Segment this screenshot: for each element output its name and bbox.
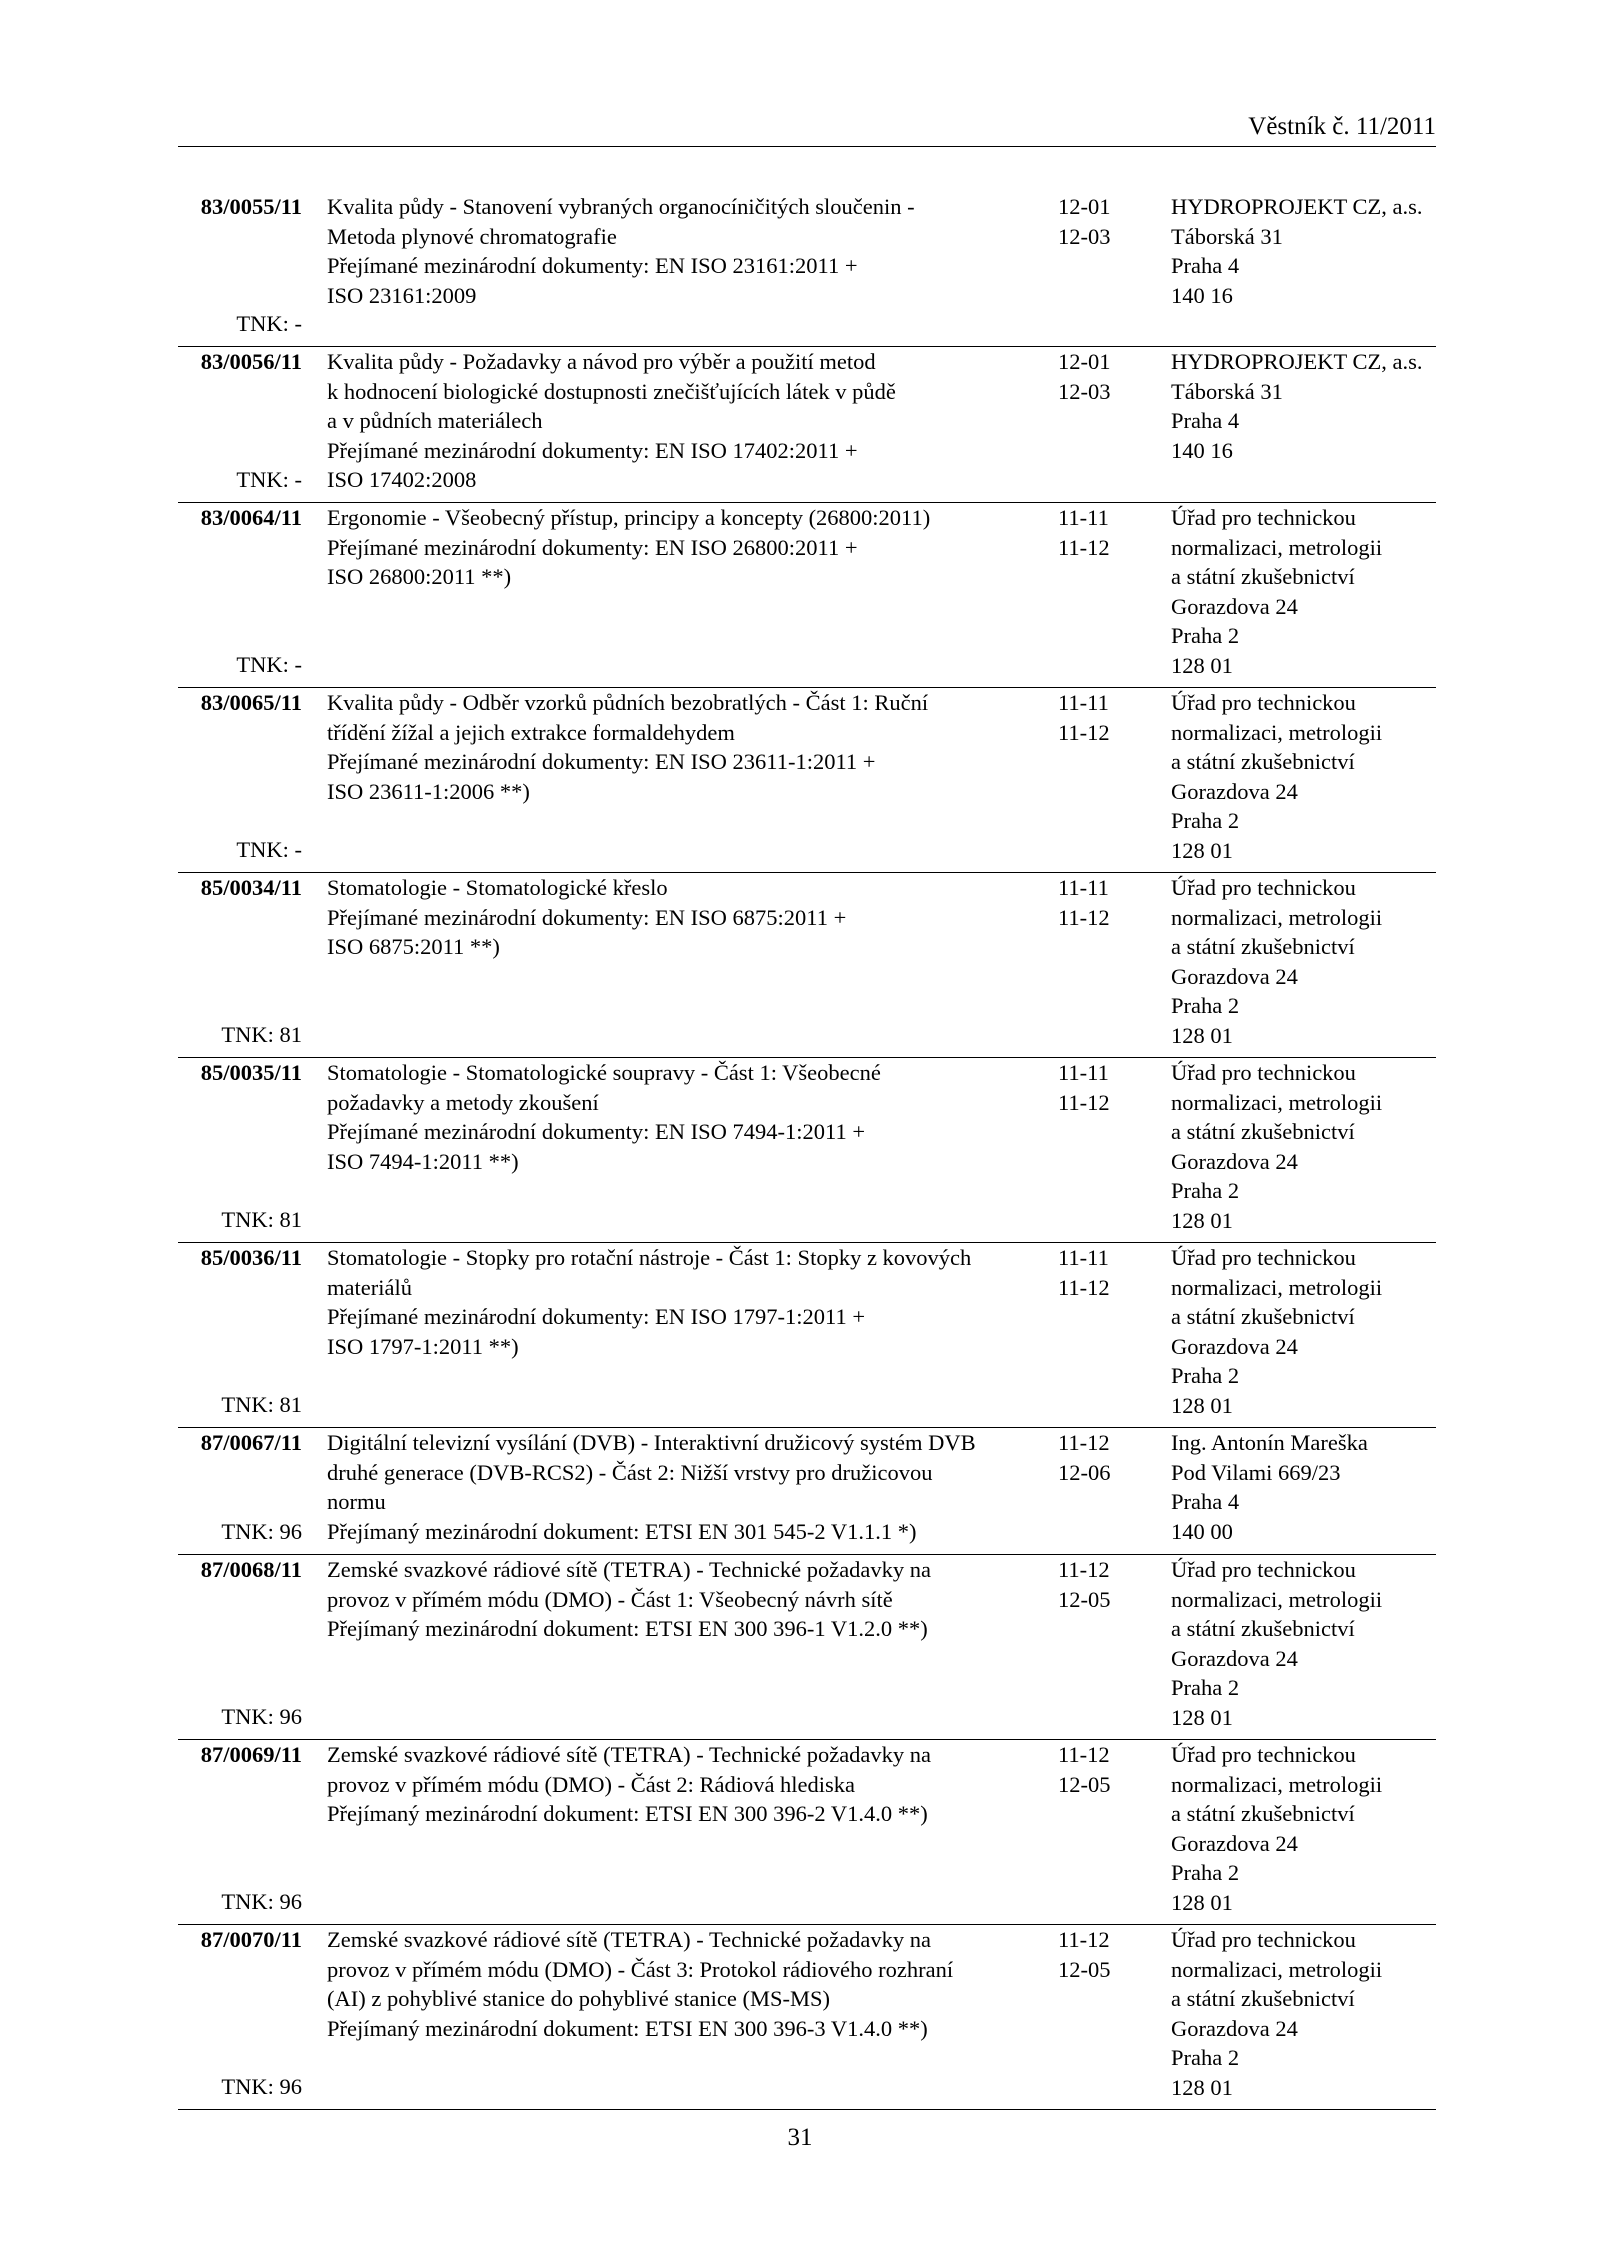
title-line: provoz v přímém módu (DMO) - Část 2: Rádiová hlediska xyxy=(327,1771,856,1797)
table-row xyxy=(178,347,1436,503)
address-line: normalizaci, metrologii xyxy=(1171,1956,1383,1982)
dates-cell xyxy=(1058,192,1168,251)
registration-cell xyxy=(178,1428,302,1554)
address-line: Táborská 31 xyxy=(1171,223,1283,249)
title-line: Kvalita půdy - Stanovení vybraných organocíničitých sloučenin - xyxy=(327,194,915,219)
date-value: 11-12 xyxy=(1058,1742,1110,1767)
table-row xyxy=(178,688,1436,873)
address-cell xyxy=(1171,688,1436,865)
address-line: Praha 2 xyxy=(1171,1178,1240,1203)
table-row xyxy=(178,1058,1436,1243)
title-cell xyxy=(327,1555,932,1644)
title-line: ISO 6875:2011 **) xyxy=(327,934,500,959)
address-line: Praha 2 xyxy=(1171,1860,1240,1885)
date-value: 11-12 xyxy=(1058,719,1110,745)
title-line: Zemské svazkové rádiové sítě (TETRA) - Technické požadavky na xyxy=(327,1742,932,1767)
address-line: Praha 2 xyxy=(1171,808,1240,833)
registration-cell xyxy=(178,1925,302,2109)
address-line: normalizaci, metrologii xyxy=(1171,719,1383,745)
address-line: a státní zkušebnictví xyxy=(1171,934,1355,959)
title-line: ISO 1797-1:2011 **) xyxy=(327,1333,519,1359)
address-line: Gorazdova 24 xyxy=(1171,1148,1298,1174)
address-line: 140 16 xyxy=(1171,282,1233,308)
dates-cell xyxy=(1058,347,1168,406)
address-line: Úřad pro technickou xyxy=(1171,505,1356,530)
title-line: Přejímané mezinárodní dokumenty: EN ISO 6875:2011 + xyxy=(327,904,847,930)
tnk-label: TNK: - xyxy=(236,466,302,492)
title-line: Ergonomie - Všeobecný přístup, principy a koncepty (26800:2011) xyxy=(327,505,931,530)
registration-cell xyxy=(178,1740,302,1924)
date-value: 11-11 xyxy=(1058,690,1109,715)
address-line: Pod Vilami 669/23 xyxy=(1171,1459,1341,1485)
address-line: Praha 2 xyxy=(1171,993,1240,1018)
address-line: a státní zkušebnictví xyxy=(1171,1119,1355,1144)
dates-cell xyxy=(1058,688,1168,747)
address-line: Praha 4 xyxy=(1171,1489,1240,1514)
address-line: Úřad pro technickou xyxy=(1171,875,1356,900)
registration-number: 85/0036/11 xyxy=(200,1245,302,1270)
tnk-label: TNK: 81 xyxy=(221,1206,302,1232)
registration-cell xyxy=(178,873,302,1057)
registration-number: 85/0035/11 xyxy=(200,1060,302,1085)
registration-number: 83/0055/11 xyxy=(200,194,302,219)
tnk-label: TNK: 81 xyxy=(221,1391,302,1417)
address-line: 128 01 xyxy=(1171,2074,1233,2100)
title-line: a v půdních materiálech xyxy=(327,408,543,433)
title-line: Přejímaný mezinárodní dokument: ETSI EN 300 396-3 V1.4.0 **) xyxy=(327,2015,928,2041)
table-row xyxy=(178,873,1436,1058)
address-line: normalizaci, metrologii xyxy=(1171,1586,1383,1612)
address-line: HYDROPROJEKT CZ, a.s. xyxy=(1171,349,1423,374)
address-line: a státní zkušebnictví xyxy=(1171,1616,1355,1641)
address-line: 140 16 xyxy=(1171,437,1233,463)
title-cell xyxy=(327,1243,972,1361)
title-line: Stomatologie - Stopky pro rotační nástroje - Část 1: Stopky z kovových xyxy=(327,1245,972,1270)
address-line: Gorazdova 24 xyxy=(1171,1645,1298,1671)
tnk-label: TNK: 96 xyxy=(221,1888,302,1914)
address-line: Gorazdova 24 xyxy=(1171,1333,1298,1359)
address-line: normalizaci, metrologii xyxy=(1171,1771,1383,1797)
date-value: 12-01 xyxy=(1058,194,1111,219)
date-value: 11-12 xyxy=(1058,1557,1110,1582)
title-cell xyxy=(327,1428,976,1546)
registration-number: 87/0068/11 xyxy=(200,1557,302,1582)
address-cell xyxy=(1171,1243,1436,1420)
title-line: (AI) z pohyblivé stanice do pohyblivé stanice (MS-MS) xyxy=(327,1986,831,2011)
title-line: požadavky a metody zkoušení xyxy=(327,1089,599,1115)
title-cell xyxy=(327,192,915,310)
table-row xyxy=(178,1925,1436,2110)
table-row xyxy=(178,1243,1436,1428)
address-line: Gorazdova 24 xyxy=(1171,2015,1298,2041)
tnk-label: TNK: - xyxy=(236,310,302,336)
address-cell xyxy=(1171,1058,1436,1235)
date-value: 11-12 xyxy=(1058,1927,1110,1952)
table-row xyxy=(178,1428,1436,1555)
tnk-label: TNK: 96 xyxy=(221,1518,302,1544)
address-cell xyxy=(1171,347,1436,465)
date-value: 12-03 xyxy=(1058,378,1111,404)
address-line: Ing. Antonín Mareška xyxy=(1171,1430,1368,1455)
registration-number: 83/0065/11 xyxy=(200,690,302,715)
address-line: a státní zkušebnictví xyxy=(1171,1304,1355,1329)
title-line: Metoda plynové chromatografie xyxy=(327,223,617,249)
dates-cell xyxy=(1058,1428,1168,1487)
registration-cell xyxy=(178,503,302,687)
title-line: ISO 26800:2011 **) xyxy=(327,564,512,589)
tnk-label: TNK: 96 xyxy=(221,2073,302,2099)
dates-cell xyxy=(1058,1058,1168,1117)
address-line: HYDROPROJEKT CZ, a.s. xyxy=(1171,194,1423,219)
registration-cell xyxy=(178,1243,302,1427)
dates-cell xyxy=(1058,873,1168,932)
address-line: 128 01 xyxy=(1171,1889,1233,1915)
date-value: 12-05 xyxy=(1058,1771,1111,1797)
address-line: a státní zkušebnictví xyxy=(1171,564,1355,589)
address-line: normalizaci, metrologii xyxy=(1171,1089,1383,1115)
title-cell xyxy=(327,347,905,495)
address-line: Úřad pro technickou xyxy=(1171,1927,1356,1952)
address-line: Praha 2 xyxy=(1171,1675,1240,1700)
date-value: 11-11 xyxy=(1058,1245,1109,1270)
address-line: a státní zkušebnictví xyxy=(1171,1801,1355,1826)
date-value: 11-11 xyxy=(1058,505,1109,530)
title-line: druhé generace (DVB-RCS2) - Část 2: Nižší vrstvy pro družicovou xyxy=(327,1459,933,1485)
table-row xyxy=(178,192,1436,347)
title-line: ISO 7494-1:2011 **) xyxy=(327,1148,519,1174)
date-value: 12-05 xyxy=(1058,1956,1111,1982)
address-line: a státní zkušebnictví xyxy=(1171,749,1355,774)
dates-cell xyxy=(1058,1925,1168,1984)
address-line: Gorazdova 24 xyxy=(1171,963,1298,989)
registration-number: 87/0069/11 xyxy=(200,1742,302,1767)
address-cell xyxy=(1171,1925,1436,2102)
date-value: 11-12 xyxy=(1058,1430,1110,1455)
date-value: 12-03 xyxy=(1058,223,1111,249)
tnk-label: TNK: - xyxy=(236,651,302,677)
title-line: Stomatologie - Stomatologické soupravy - Část 1: Všeobecné xyxy=(327,1060,881,1085)
dates-cell xyxy=(1058,503,1168,562)
registration-cell xyxy=(178,1555,302,1739)
address-line: Praha 4 xyxy=(1171,253,1240,278)
address-line: Úřad pro technickou xyxy=(1171,1060,1356,1085)
title-line: Stomatologie - Stomatologické křeslo xyxy=(327,875,668,900)
address-cell xyxy=(1171,192,1436,310)
title-cell xyxy=(327,1740,932,1829)
address-cell xyxy=(1171,1555,1436,1732)
title-line: ISO 23161:2009 xyxy=(327,282,477,308)
title-line: provoz v přímém módu (DMO) - Část 3: Protokol rádiového rozhraní xyxy=(327,1956,954,1982)
address-cell xyxy=(1171,873,1436,1050)
tnk-label: TNK: - xyxy=(236,836,302,862)
title-line: k hodnocení biologické dostupnosti znečišťujících látek v půdě xyxy=(327,378,896,404)
address-line: Gorazdova 24 xyxy=(1171,593,1298,619)
address-line: 128 01 xyxy=(1171,837,1233,863)
date-value: 11-12 xyxy=(1058,1274,1110,1300)
address-line: 140 00 xyxy=(1171,1518,1233,1544)
address-line: a státní zkušebnictví xyxy=(1171,1986,1355,2011)
address-line: Gorazdova 24 xyxy=(1171,1830,1298,1856)
address-line: 128 01 xyxy=(1171,652,1233,678)
table-row xyxy=(178,1740,1436,1925)
title-line: Digitální televizní vysílání (DVB) - Interaktivní družicový systém DVB xyxy=(327,1430,976,1455)
address-line: normalizaci, metrologii xyxy=(1171,904,1383,930)
title-cell xyxy=(327,688,929,806)
title-line: Přejímaný mezinárodní dokument: ETSI EN 300 396-1 V1.2.0 **) xyxy=(327,1616,928,1641)
address-line: 128 01 xyxy=(1171,1207,1233,1233)
registration-number: 87/0067/11 xyxy=(200,1430,302,1455)
address-line: normalizaci, metrologii xyxy=(1171,1274,1383,1300)
title-line: Přejímané mezinárodní dokumenty: EN ISO 17402:2011 + xyxy=(327,437,858,463)
standards-table xyxy=(178,192,1436,2110)
address-line: Úřad pro technickou xyxy=(1171,1245,1356,1270)
title-line: normu xyxy=(327,1489,386,1514)
address-line: Praha 2 xyxy=(1171,1363,1240,1388)
date-value: 12-05 xyxy=(1058,1586,1111,1612)
address-line: Úřad pro technickou xyxy=(1171,1742,1356,1767)
title-line: ISO 23611-1:2006 **) xyxy=(327,778,530,804)
title-line: provoz v přímém módu (DMO) - Část 1: Všeobecný návrh sítě xyxy=(327,1586,893,1612)
title-line: Přejímané mezinárodní dokumenty: EN ISO 23611-1:2011 + xyxy=(327,749,876,774)
address-line: 128 01 xyxy=(1171,1704,1233,1730)
header-rule xyxy=(178,146,1436,147)
date-value: 11-12 xyxy=(1058,534,1110,560)
registration-cell xyxy=(178,688,302,872)
table-row xyxy=(178,1555,1436,1740)
address-line: normalizaci, metrologii xyxy=(1171,534,1383,560)
address-line: Táborská 31 xyxy=(1171,378,1283,404)
date-value: 11-11 xyxy=(1058,1060,1109,1085)
table-row xyxy=(178,503,1436,688)
dates-cell xyxy=(1058,1555,1168,1614)
address-line: Praha 4 xyxy=(1171,408,1240,433)
title-line: materiálů xyxy=(327,1274,412,1300)
tnk-label: TNK: 81 xyxy=(221,1021,302,1047)
address-line: Gorazdova 24 xyxy=(1171,778,1298,804)
page-header-title: Věstník č. 11/2011 xyxy=(1248,113,1436,140)
date-value: 11-11 xyxy=(1058,875,1109,900)
date-value: 12-06 xyxy=(1058,1459,1111,1485)
registration-cell xyxy=(178,192,302,346)
title-line: třídění žížal a jejich extrakce formaldehydem xyxy=(327,719,735,745)
address-line: 128 01 xyxy=(1171,1022,1233,1048)
address-cell xyxy=(1171,503,1436,680)
title-cell xyxy=(327,1058,905,1176)
address-line: Praha 2 xyxy=(1171,2045,1240,2070)
title-line: Přejímané mezinárodní dokumenty: EN ISO 23161:2011 + xyxy=(327,253,858,278)
title-cell xyxy=(327,1925,954,2043)
registration-number: 85/0034/11 xyxy=(200,875,302,900)
title-line: Přejímané mezinárodní dokumenty: EN ISO 7494-1:2011 + xyxy=(327,1119,866,1144)
title-cell xyxy=(327,503,931,592)
address-cell xyxy=(1171,1428,1436,1546)
address-line: Úřad pro technickou xyxy=(1171,690,1356,715)
registration-number: 83/0056/11 xyxy=(200,349,302,374)
address-line: Úřad pro technickou xyxy=(1171,1557,1356,1582)
registration-number: 87/0070/11 xyxy=(200,1927,302,1952)
registration-cell xyxy=(178,347,302,502)
dates-cell xyxy=(1058,1740,1168,1799)
title-line: ISO 17402:2008 xyxy=(327,467,477,492)
address-cell xyxy=(1171,1740,1436,1917)
tnk-label: TNK: 96 xyxy=(221,1703,302,1729)
address-line: 128 01 xyxy=(1171,1392,1233,1418)
dates-cell xyxy=(1058,1243,1168,1302)
title-line: Kvalita půdy - Odběr vzorků půdních bezobratlých - Část 1: Ruční xyxy=(327,690,929,715)
date-value: 12-01 xyxy=(1058,349,1111,374)
date-value: 11-12 xyxy=(1058,904,1110,930)
title-line: Zemské svazkové rádiové sítě (TETRA) - Technické požadavky na xyxy=(327,1927,932,1952)
page-number: 31 xyxy=(787,2124,813,2151)
title-line: Přejímané mezinárodní dokumenty: EN ISO 1797-1:2011 + xyxy=(327,1304,866,1329)
address-line: Praha 2 xyxy=(1171,623,1240,648)
title-line: Kvalita půdy - Požadavky a návod pro výběr a použití metod xyxy=(327,349,876,374)
title-line: Přejímaný mezinárodní dokument: ETSI EN 300 396-2 V1.4.0 **) xyxy=(327,1801,928,1826)
title-line: Přejímané mezinárodní dokumenty: EN ISO 26800:2011 + xyxy=(327,534,858,560)
title-cell xyxy=(327,873,905,962)
registration-number: 83/0064/11 xyxy=(200,505,302,530)
title-line: Přejímaný mezinárodní dokument: ETSI EN 301 545-2 V1.1.1 *) xyxy=(327,1518,917,1544)
registration-cell xyxy=(178,1058,302,1242)
title-line: Zemské svazkové rádiové sítě (TETRA) - Technické požadavky na xyxy=(327,1557,932,1582)
date-value: 11-12 xyxy=(1058,1089,1110,1115)
